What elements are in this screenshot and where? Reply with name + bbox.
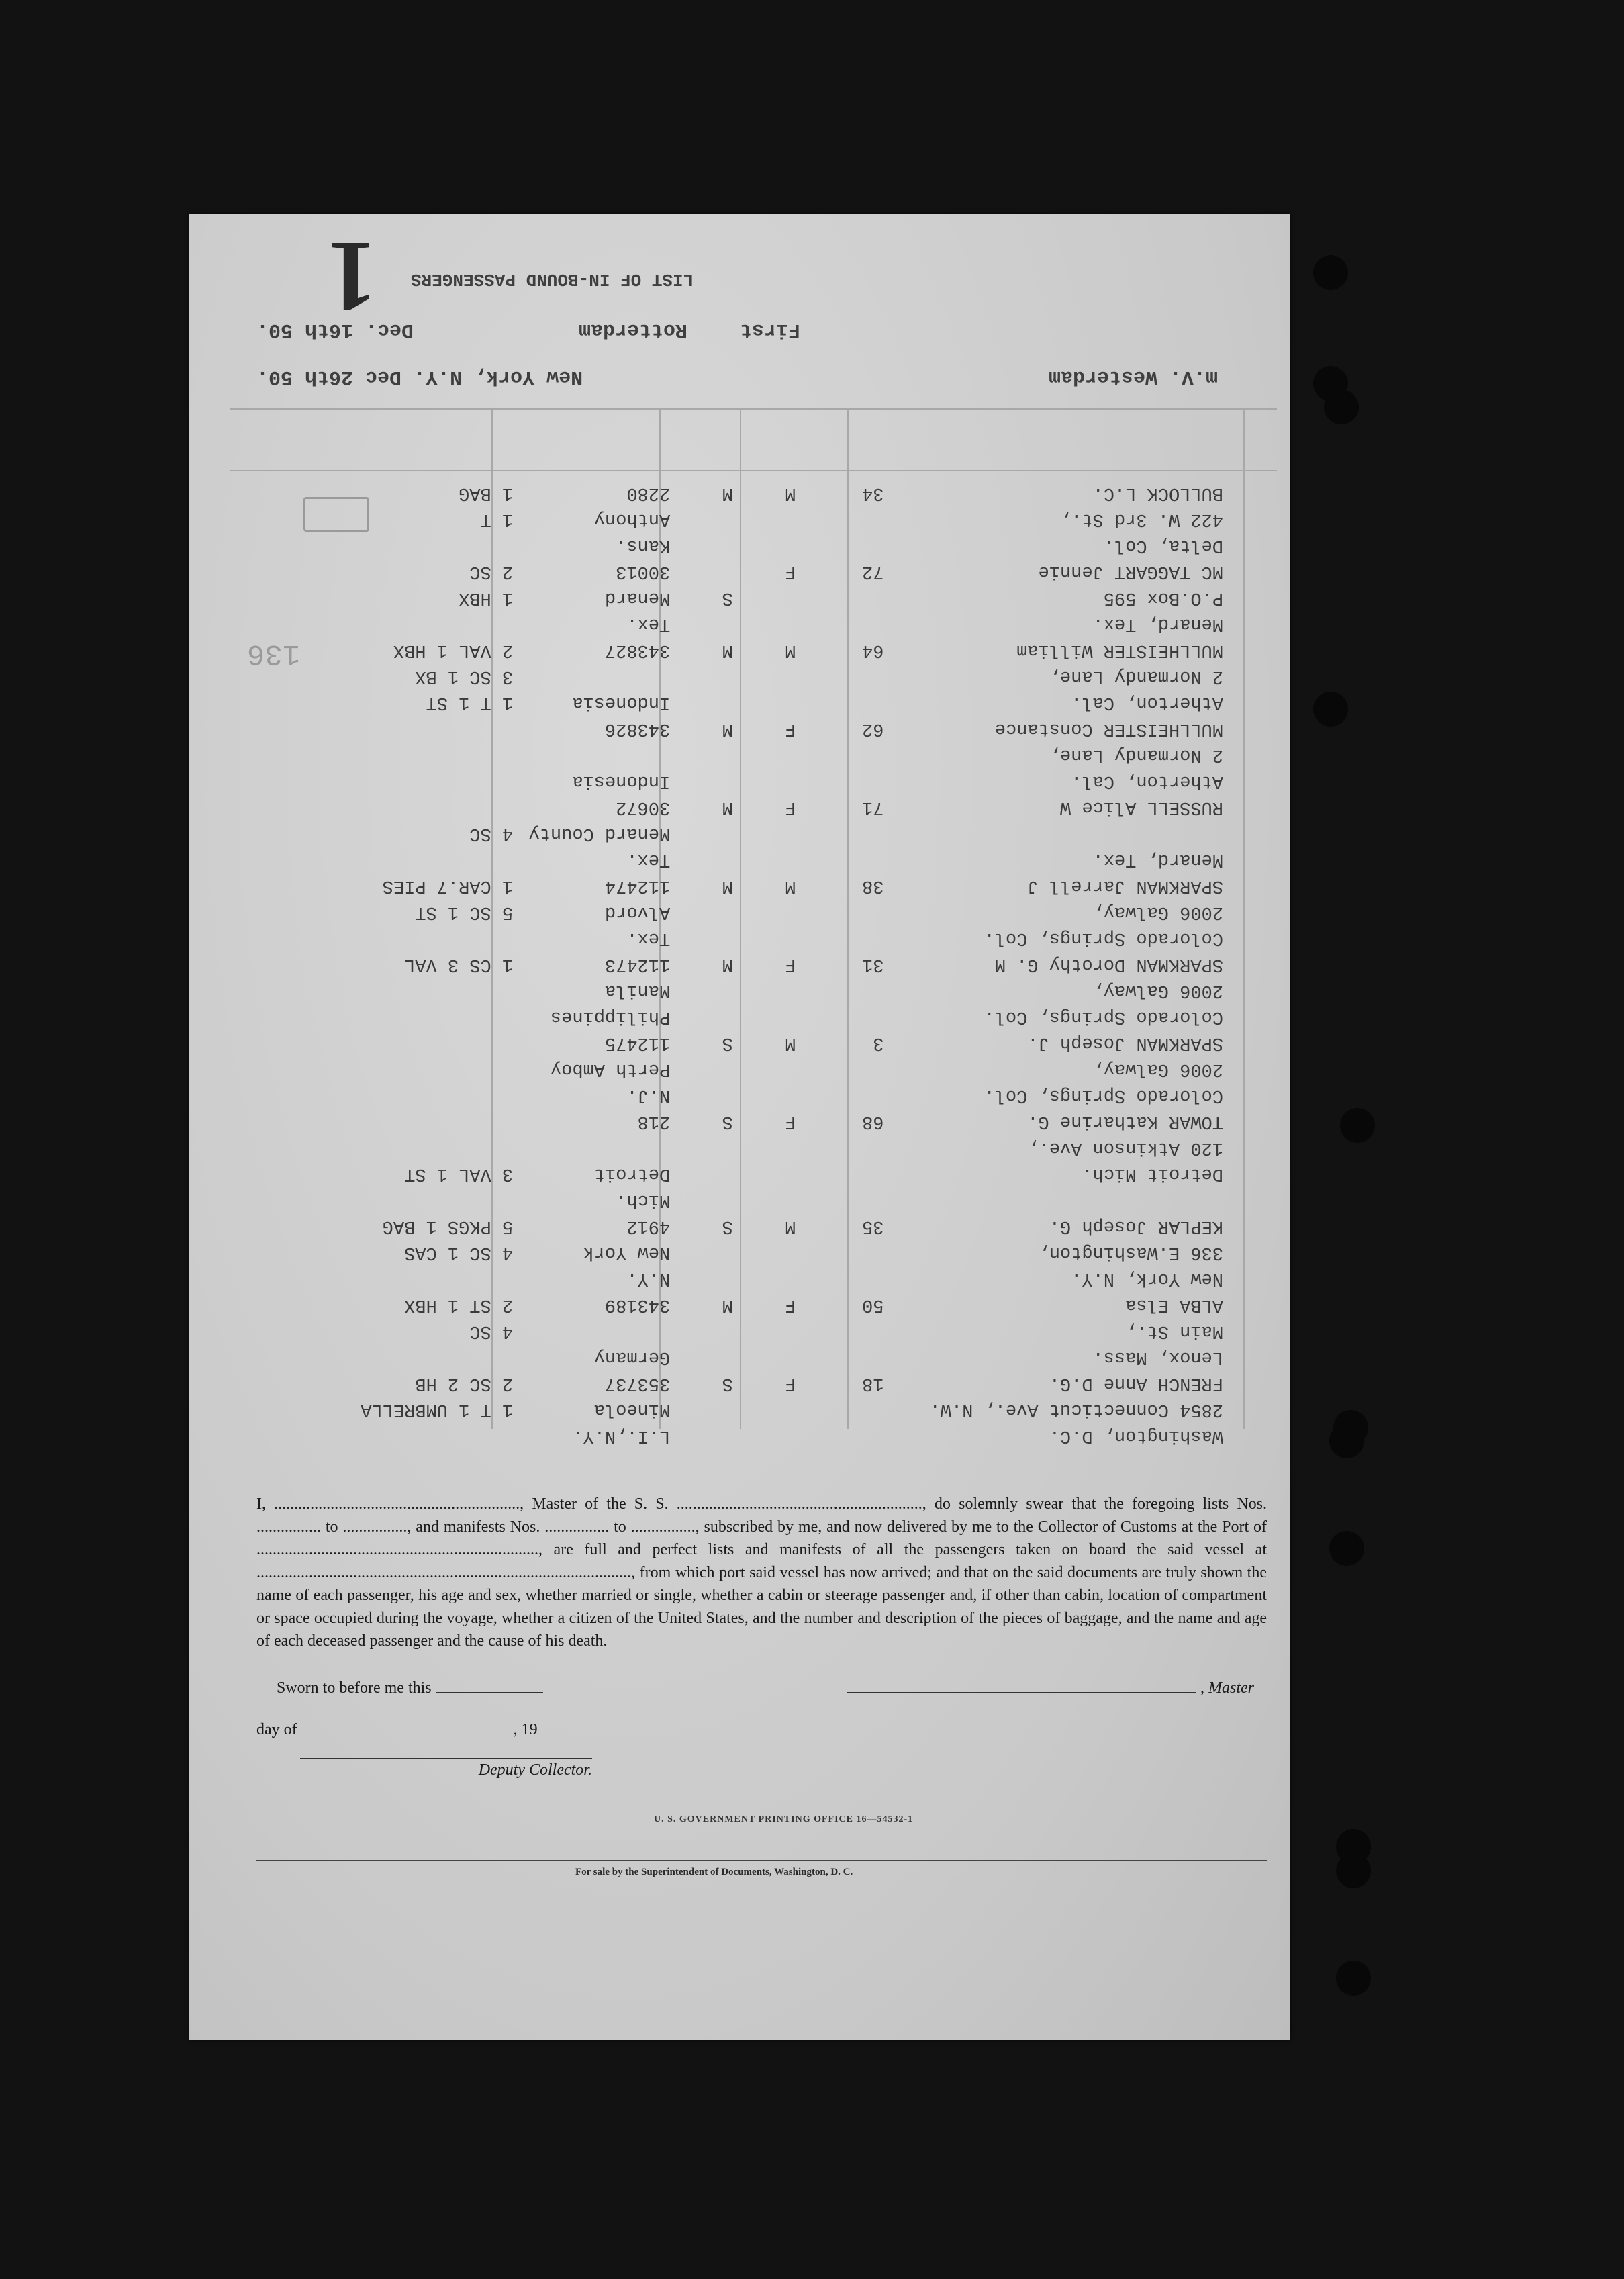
address-cell: Tex.	[626, 614, 671, 634]
punch-hole	[1340, 1108, 1375, 1143]
address-cell: Anthony	[593, 509, 671, 529]
address-cell: Kans.	[616, 535, 671, 555]
age-cell: 31	[862, 954, 884, 974]
address-cell: 112475	[604, 1033, 671, 1053]
sex-cell: M	[785, 1033, 796, 1053]
passenger-name-cell	[883, 817, 1223, 843]
address-cell: 2280	[626, 483, 671, 503]
age-cell	[796, 1393, 883, 1420]
sex-cell	[733, 843, 796, 870]
arrival-port-date: New York, N.Y. Dec 26th 50.	[256, 365, 583, 388]
baggage-cell	[337, 922, 513, 948]
day-blank	[301, 1719, 510, 1734]
age-cell	[796, 1053, 883, 1079]
passenger-table	[337, 477, 1223, 1446]
age-cell: 38	[862, 876, 884, 896]
baggage-cell	[337, 1053, 513, 1079]
baggage-cell: 1 CS 3 VAL	[404, 954, 514, 974]
marital-cell: M	[722, 483, 733, 503]
marital-cell	[670, 660, 733, 686]
sex-cell	[733, 582, 796, 608]
sex-cell: F	[785, 1295, 796, 1315]
punch-hole	[1329, 1424, 1364, 1458]
passenger-name-cell: BULLOCK L.C.	[1092, 483, 1223, 503]
address-cell	[513, 1131, 670, 1158]
address-cell: N.Y.	[626, 1268, 671, 1289]
address-cell: Mich.	[616, 1190, 671, 1210]
table-row	[337, 922, 1223, 948]
table-row	[337, 1053, 1223, 1079]
baggage-cell: 5 SC 1 ST	[415, 902, 514, 922]
age-cell: 3	[873, 1033, 884, 1053]
marital-cell: M	[722, 718, 733, 739]
marital-cell	[670, 1158, 733, 1184]
passenger-name-cell: Atherton, Cal.	[1071, 771, 1223, 791]
baggage-cell: 1 T	[480, 509, 514, 529]
marital-cell: M	[722, 797, 733, 817]
sworn-label: Sworn to before me this	[277, 1679, 432, 1697]
marital-cell	[670, 1420, 733, 1446]
table-row	[337, 1289, 1223, 1315]
passenger-name-cell: SPARKMAN Joseph J.	[1027, 1033, 1223, 1053]
age-cell: 68	[862, 1111, 884, 1131]
baggage-cell: 4 SC	[469, 1321, 514, 1341]
age-cell	[796, 1262, 883, 1289]
address-cell: 343827	[604, 640, 671, 660]
address-cell: Alvord	[604, 902, 671, 922]
passenger-name-cell: Washington, D.C.	[1049, 1426, 1223, 1446]
baggage-cell: 3 SC 1 BX	[415, 666, 514, 686]
table-row	[337, 582, 1223, 608]
sex-cell: F	[785, 1373, 796, 1393]
passenger-name-cell: RUSSELL Alice W	[1059, 797, 1223, 817]
age-cell	[796, 922, 883, 948]
sex-cell	[733, 1420, 796, 1446]
footer-rule	[256, 1860, 1267, 1861]
address-cell: 30013	[616, 561, 671, 582]
passenger-name-cell: ALBA Elsa	[1125, 1295, 1223, 1315]
age-cell: 18	[862, 1373, 884, 1393]
baggage-cell: 2 SC	[469, 561, 514, 582]
passenger-name-cell: Detroit Mich.	[1082, 1164, 1223, 1184]
table-row	[337, 712, 1223, 739]
baggage-cell	[337, 1079, 513, 1105]
day-of-label: day of	[256, 1721, 297, 1738]
footer-sale-note: For sale by the Superintendent of Documents, Washington, D. C.	[575, 1867, 853, 1877]
baggage-cell: 5 PKGS 1 BAG	[382, 1216, 514, 1236]
sex-cell	[733, 896, 796, 922]
age-cell	[796, 1184, 883, 1210]
year-label: , 19	[513, 1721, 538, 1738]
address-cell: Tex.	[626, 849, 671, 870]
table-row	[337, 1105, 1223, 1131]
marital-cell: S	[722, 1111, 733, 1131]
marital-cell	[670, 1315, 733, 1341]
sex-cell: M	[785, 876, 796, 896]
age-cell: 72	[862, 561, 884, 582]
master-oath: I, ............................................................., Master of the S. S. ............................................................., do solemnly swear that the foregoing lists Nos. ................ to ................, and manifests Nos. ................ to ................, subscribed by me, and now delivered by me to the Collector of Customs at the Port of ......................................................................, are full and perfect lists and manifests of all the passengers taken on board the said vessel at ............................................................................................., from which port said vessel has now arrived; and that on the said documents are truly shown the name of each passenger, his age and sex, whether married or single, whether a cabin or steerage passenger and, if other than cabin, location of compartment or space occupied during the voyage, whether a citizen of the United States, and the number and description of the pieces of baggage, and the name and age of each deceased passenger and the cause of his death.	[256, 1495, 1267, 1650]
table-row	[337, 1184, 1223, 1210]
sex-cell	[733, 817, 796, 843]
baggage-cell: 4 SC 1 CAS	[404, 1242, 514, 1262]
age-cell	[796, 503, 883, 529]
sex-cell: M	[785, 640, 796, 660]
age-cell	[796, 608, 883, 634]
address-cell	[513, 739, 670, 765]
baggage-cell	[337, 1420, 513, 1446]
marital-cell	[670, 765, 733, 791]
marital-cell	[670, 1053, 733, 1079]
address-cell: 30672	[616, 797, 671, 817]
vessel-name: m.V. Westerdam	[1049, 365, 1219, 388]
table-row	[337, 1341, 1223, 1367]
punch-hole	[1336, 1853, 1371, 1888]
baggage-cell	[337, 765, 513, 791]
punch-hole	[1313, 255, 1348, 290]
address-cell: N.J.	[626, 1085, 671, 1105]
marital-cell	[670, 503, 733, 529]
baggage-cell: 1 HBX	[459, 588, 514, 608]
table-row	[337, 739, 1223, 765]
sex-cell	[733, 974, 796, 1001]
sex-cell	[733, 1158, 796, 1184]
sex-cell	[733, 1341, 796, 1367]
baggage-cell	[337, 791, 513, 817]
address-cell: 112474	[604, 876, 671, 896]
passenger-name-cell: MULLHEISTER William	[1016, 640, 1223, 660]
age-cell	[796, 1315, 883, 1341]
marital-cell	[670, 529, 733, 555]
passenger-name-cell: 2 Normandy Lane,	[1049, 666, 1223, 686]
passenger-name-cell: Colorado Springs, Col.	[984, 1007, 1223, 1027]
table-row	[337, 1158, 1223, 1184]
table-row	[337, 817, 1223, 843]
marital-cell	[670, 1341, 733, 1367]
age-cell	[796, 660, 883, 686]
side-number: 136	[247, 637, 301, 670]
marital-cell: M	[722, 640, 733, 660]
marital-cell: S	[722, 1216, 733, 1236]
marital-cell	[670, 608, 733, 634]
passenger-name-cell: MULLHEISTER Constance	[994, 718, 1223, 739]
table-row	[337, 608, 1223, 634]
punch-hole	[1324, 389, 1359, 424]
deputy-label: Deputy Collector.	[478, 1761, 592, 1779]
table-row	[337, 1262, 1223, 1289]
age-cell	[796, 1341, 883, 1367]
passenger-name-cell: P.O.Box 595	[1103, 588, 1223, 608]
table-row	[337, 1001, 1223, 1027]
table-row	[337, 1393, 1223, 1420]
sex-cell: F	[785, 561, 796, 582]
table-row	[337, 896, 1223, 922]
address-cell: Philippines	[550, 1007, 671, 1027]
baggage-cell	[337, 843, 513, 870]
sworn-blank	[436, 1677, 543, 1693]
baggage-cell: 1 CAR.7 PIES	[382, 876, 514, 896]
age-cell: 34	[862, 483, 884, 503]
baggage-cell	[337, 529, 513, 555]
marital-cell: S	[722, 1373, 733, 1393]
passenger-name-cell: KEPLAR Joseph G.	[1049, 1216, 1223, 1236]
sex-cell	[733, 1315, 796, 1341]
age-cell: 71	[862, 797, 884, 817]
header-rule	[230, 408, 1277, 410]
age-cell	[796, 1236, 883, 1262]
age-cell: 50	[862, 1295, 884, 1315]
table-row	[337, 843, 1223, 870]
passenger-name-cell: SPARKMAN Jarrell J	[1027, 876, 1223, 896]
sex-cell	[733, 1236, 796, 1262]
passenger-name-cell: New York, N.Y.	[1071, 1268, 1223, 1289]
sex-cell: M	[785, 1216, 796, 1236]
passenger-name-cell: 2006 Galway,	[1092, 902, 1223, 922]
marital-cell	[670, 896, 733, 922]
address-cell: Detroit	[593, 1164, 671, 1184]
table-row	[337, 1079, 1223, 1105]
address-cell: Indonesia	[572, 692, 671, 712]
sex-cell	[733, 1262, 796, 1289]
port-from: Rotterdam	[579, 318, 688, 341]
marital-cell	[670, 739, 733, 765]
passenger-name-cell: 2006 Galway,	[1092, 980, 1223, 1001]
address-cell: 218	[637, 1111, 671, 1131]
address-cell	[513, 660, 670, 686]
passenger-name-cell: 336 E.Washington,	[1038, 1242, 1223, 1262]
age-cell	[796, 1131, 883, 1158]
deputy-line	[300, 1758, 592, 1779]
sex-cell	[733, 1001, 796, 1027]
date-from: Dec. 16th 50.	[256, 318, 414, 341]
marital-cell: S	[722, 1033, 733, 1053]
baggage-cell: 4 SC	[469, 823, 514, 843]
sex-cell	[733, 922, 796, 948]
sex-cell	[733, 503, 796, 529]
baggage-cell	[337, 712, 513, 739]
column-divider	[1243, 408, 1245, 1429]
sex-cell: F	[785, 797, 796, 817]
address-cell: 112473	[604, 954, 671, 974]
sex-cell	[733, 529, 796, 555]
day-line	[256, 1719, 575, 1739]
age-cell: 64	[862, 640, 884, 660]
passenger-name-cell: Lenox, Mass.	[1092, 1347, 1223, 1367]
age-cell: 35	[862, 1216, 884, 1236]
address-cell	[513, 1315, 670, 1341]
header-rule-bottom	[230, 470, 1277, 471]
address-cell: Manila	[604, 980, 671, 1001]
baggage-cell: 2 SC 2 HB	[415, 1373, 514, 1393]
baggage-cell	[337, 1131, 513, 1158]
passenger-name-cell: Colorado Springs, Col.	[984, 928, 1223, 948]
age-cell	[796, 582, 883, 608]
table-row	[337, 1027, 1223, 1053]
table-row	[337, 791, 1223, 817]
sex-cell	[733, 1053, 796, 1079]
address-cell: L.I.,N.Y.	[572, 1426, 671, 1446]
marital-cell	[670, 1079, 733, 1105]
address-cell: Tex.	[626, 928, 671, 948]
marital-cell: M	[722, 1295, 733, 1315]
table-row	[337, 1367, 1223, 1393]
age-cell: 62	[862, 718, 884, 739]
address-cell: 343826	[604, 718, 671, 739]
marital-cell	[670, 686, 733, 712]
address-cell: Mineola	[593, 1399, 671, 1420]
address-cell: 4912	[626, 1216, 671, 1236]
passenger-name-cell: Atherton, Cal.	[1071, 692, 1223, 712]
master-signature-blank	[847, 1677, 1196, 1693]
table-row	[337, 1131, 1223, 1158]
passenger-name-cell: 2854 Connecticut Ave., N.W.	[929, 1399, 1223, 1420]
marital-cell	[670, 1236, 733, 1262]
baggage-cell	[337, 974, 513, 1001]
table-row	[337, 1315, 1223, 1341]
sex-cell	[733, 1393, 796, 1420]
passenger-name-cell: Colorado Springs, Col.	[984, 1085, 1223, 1105]
sex-cell	[733, 739, 796, 765]
master-label: , Master	[1200, 1679, 1254, 1697]
sex-cell: F	[785, 1111, 796, 1131]
marital-cell: M	[722, 954, 733, 974]
sex-cell	[733, 1184, 796, 1210]
baggage-cell	[337, 1001, 513, 1027]
age-cell	[796, 1079, 883, 1105]
class-label: First	[740, 318, 801, 341]
baggage-cell	[337, 1262, 513, 1289]
marital-cell	[670, 922, 733, 948]
list-number: 1	[327, 221, 377, 332]
table-row	[337, 555, 1223, 582]
address-cell: Germany	[593, 1347, 671, 1367]
baggage-cell	[337, 1184, 513, 1210]
table-row	[337, 948, 1223, 974]
baggage-cell: 1 T 1 UMBRELLA	[361, 1399, 514, 1420]
age-cell	[796, 765, 883, 791]
sex-cell: F	[785, 954, 796, 974]
passenger-name-cell: 422 W. 3rd St.,	[1059, 509, 1223, 529]
table-row	[337, 1236, 1223, 1262]
age-cell	[796, 974, 883, 1001]
table-row	[337, 660, 1223, 686]
marital-cell	[670, 555, 733, 582]
marital-cell: S	[722, 588, 733, 608]
sworn-line	[277, 1677, 543, 1697]
sex-cell: F	[785, 718, 796, 739]
age-cell	[796, 686, 883, 712]
baggage-cell	[337, 608, 513, 634]
sex-cell	[733, 660, 796, 686]
passenger-name-cell: Menard, Tex.	[1092, 849, 1223, 870]
sex-cell	[733, 1131, 796, 1158]
age-cell	[796, 896, 883, 922]
sex-cell	[733, 1079, 796, 1105]
baggage-cell: 1 T 1 ST	[426, 692, 514, 712]
sex-cell	[733, 765, 796, 791]
marital-cell: M	[722, 876, 733, 896]
marital-cell	[670, 974, 733, 1001]
baggage-cell	[337, 1341, 513, 1367]
passenger-name-cell: 2006 Galway,	[1092, 1059, 1223, 1079]
marital-cell	[670, 1262, 733, 1289]
form-title: LIST OF IN-BOUND PASSENGERS	[411, 269, 694, 289]
age-cell	[796, 817, 883, 843]
baggage-cell	[337, 1027, 513, 1053]
address-cell: 353737	[604, 1373, 671, 1393]
passenger-name-cell: FRENCH Anne D.G.	[1049, 1373, 1223, 1393]
passenger-name-cell: 2 Normandy Lane,	[1049, 745, 1223, 765]
passenger-name-cell: Main St.,	[1125, 1321, 1223, 1341]
marital-cell	[670, 1001, 733, 1027]
passenger-name-cell: TOWAR Katharine G.	[1027, 1111, 1223, 1131]
passenger-name-cell: Menard, Tex.	[1092, 614, 1223, 634]
punch-hole	[1336, 1961, 1371, 1996]
age-cell	[796, 843, 883, 870]
age-cell	[796, 529, 883, 555]
table-row	[337, 503, 1223, 529]
sex-cell	[733, 686, 796, 712]
baggage-cell	[337, 1105, 513, 1131]
table-row	[337, 1210, 1223, 1236]
table-row	[337, 1420, 1223, 1446]
address-cell: Menard	[604, 588, 671, 608]
baggage-cell: 2 ST 1 HBX	[404, 1295, 514, 1315]
baggage-cell: 3 VAL 1 ST	[404, 1164, 514, 1184]
marital-cell	[670, 817, 733, 843]
marital-cell	[670, 1131, 733, 1158]
passenger-name-cell: 120 Atkinson Ave.,	[1027, 1137, 1223, 1158]
table-row	[337, 870, 1223, 896]
passenger-name-cell	[883, 1184, 1223, 1210]
age-cell	[796, 1001, 883, 1027]
year-blank	[542, 1719, 575, 1734]
table-row	[337, 765, 1223, 791]
table-row	[337, 477, 1223, 503]
address-cell: Perth Amboy	[550, 1059, 671, 1079]
marital-cell	[670, 1393, 733, 1420]
marital-cell	[670, 1184, 733, 1210]
passenger-name-cell: MC TAGGART Jennie	[1038, 561, 1223, 582]
baggage-cell: 2 VAL 1 HBX	[393, 640, 514, 660]
passenger-name-cell: SPARKMAN Dorothy G. M	[994, 954, 1223, 974]
table-row	[337, 529, 1223, 555]
sex-cell: M	[785, 483, 796, 503]
master-signature-line	[847, 1677, 1254, 1697]
marital-cell	[670, 843, 733, 870]
age-cell	[796, 1158, 883, 1184]
address-cell: Indonesia	[572, 771, 671, 791]
baggage-cell	[337, 739, 513, 765]
table-row	[337, 686, 1223, 712]
table-row	[337, 974, 1223, 1001]
punch-hole	[1329, 1531, 1364, 1566]
punch-hole	[1313, 692, 1348, 727]
age-cell	[796, 739, 883, 765]
baggage-cell: 1 BAG	[459, 483, 514, 503]
passenger-name-cell: Delta, Col.	[1103, 535, 1223, 555]
sex-cell	[733, 608, 796, 634]
address-cell: 343189	[604, 1295, 671, 1315]
manifest-page	[189, 214, 1290, 2040]
address-cell: Menard County	[528, 823, 671, 843]
address-cell: New York	[583, 1242, 671, 1262]
age-cell	[796, 1420, 883, 1446]
table-row	[337, 634, 1223, 660]
printer-mark: U. S. GOVERNMENT PRINTING OFFICE 16—54532-1	[654, 1814, 914, 1824]
